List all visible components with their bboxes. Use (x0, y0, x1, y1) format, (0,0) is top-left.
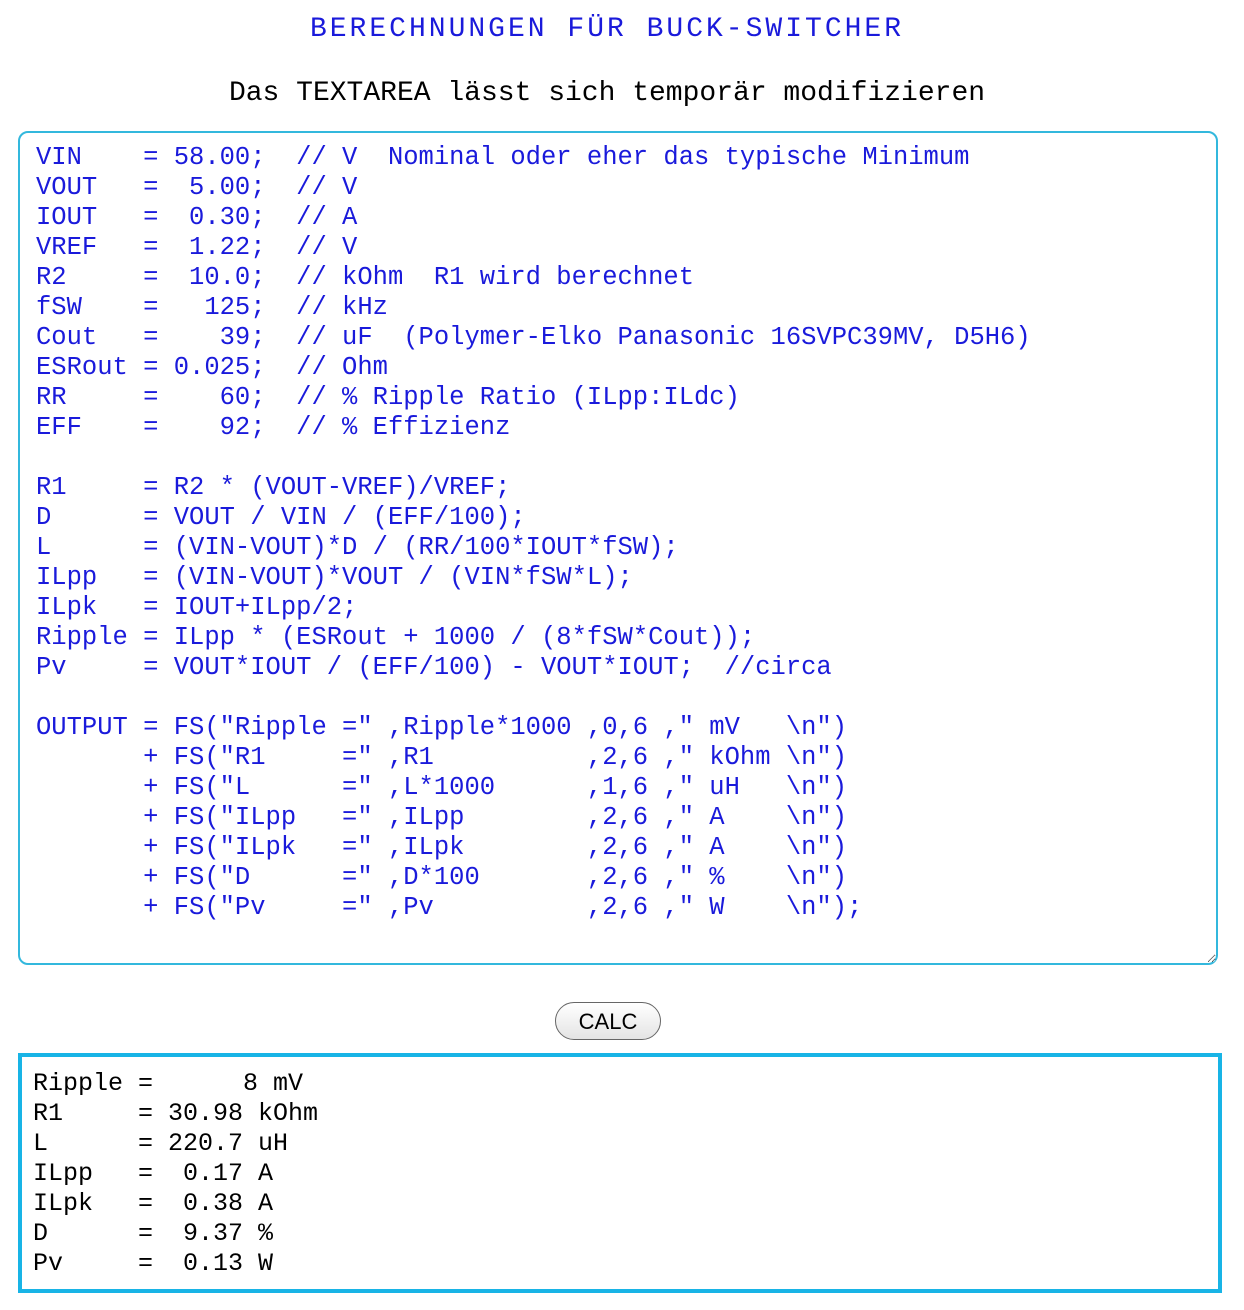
page-subtitle: Das TEXTAREA lässt sich temporär modifizieren (228, 78, 986, 109)
page-title: BERECHNUNGEN FÜR BUCK-SWITCHER (309, 14, 905, 45)
formula-textarea[interactable] (18, 131, 1218, 965)
result-output: Ripple = 8 mV R1 = 30.98 kOhm L = 220.7 uH ILpp = 0.17 A ILpk = 0.38 A D = 9.37 % Pv = 0.13 W (18, 1053, 1222, 1293)
calc-button[interactable]: CALC (555, 1002, 661, 1040)
